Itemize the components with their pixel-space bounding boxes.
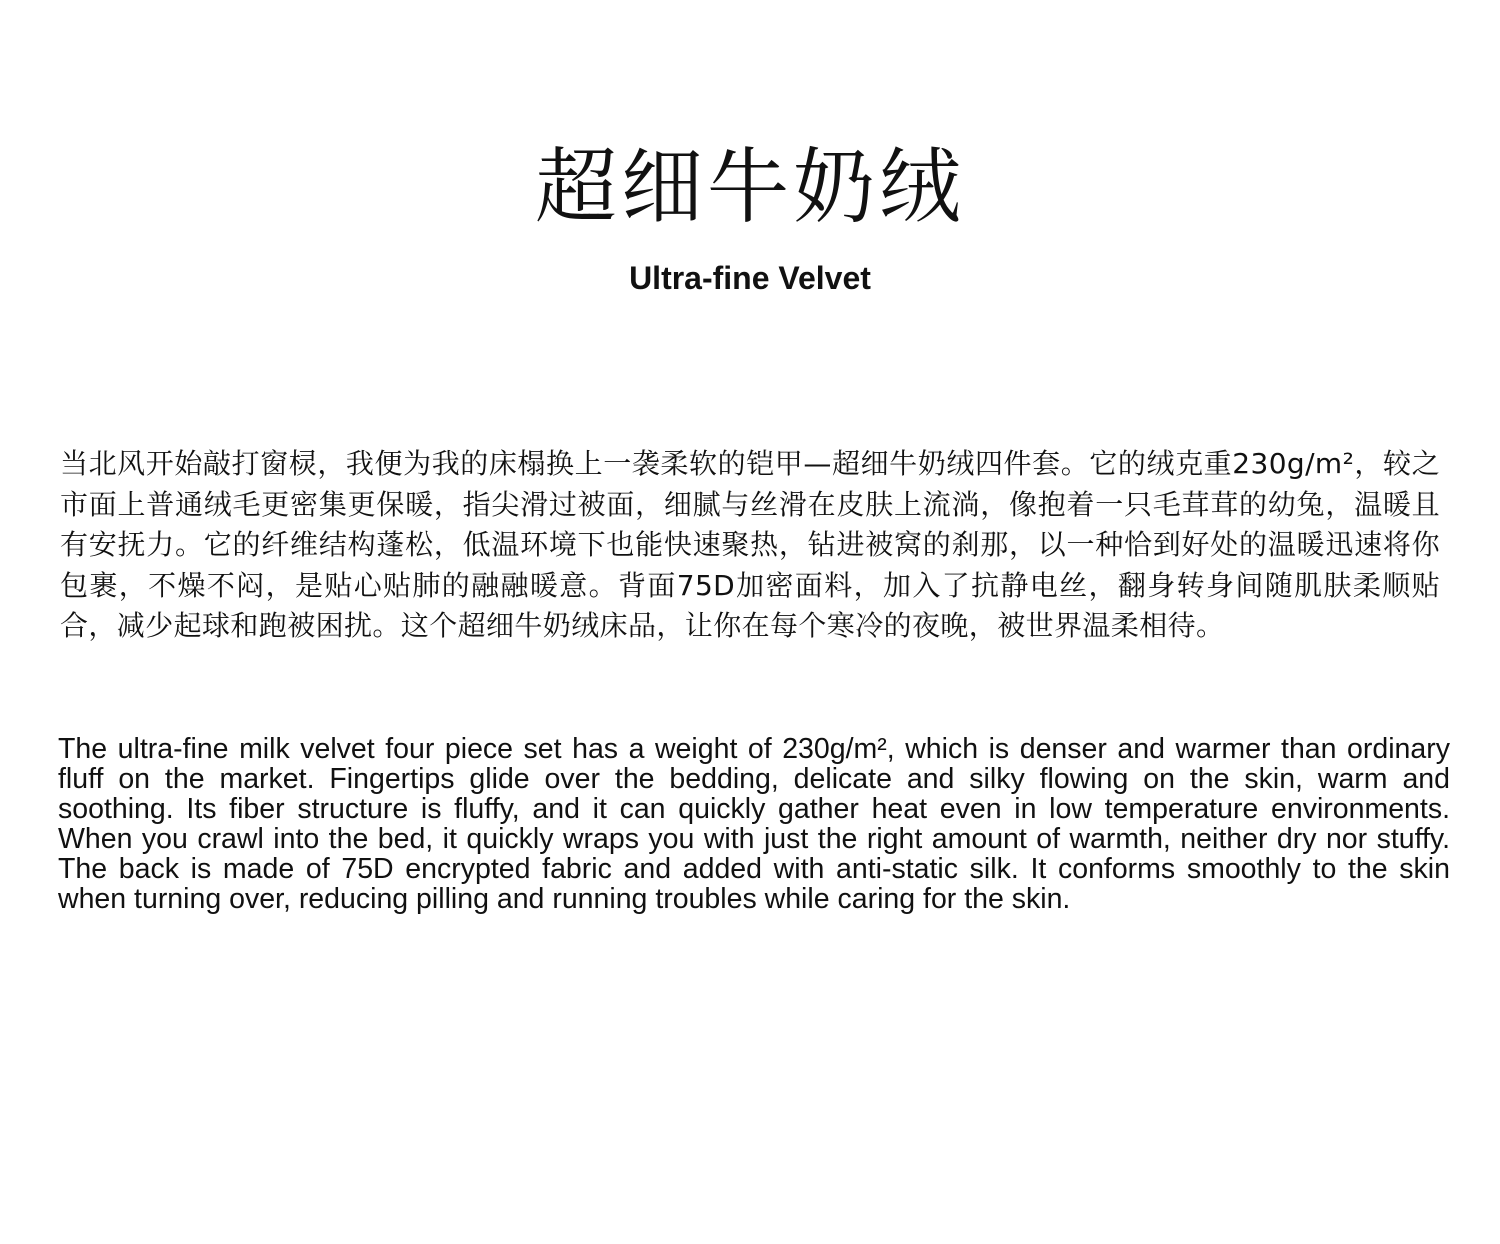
- page-title-en: Ultra-fine Velvet: [629, 260, 871, 296]
- description-paragraph-cn: 当北风开始敲打窗棂，我便为我的床榻换上一袭柔软的铠甲—超细牛奶绒四件套。它的绒克重230g/m²，较之市面上普通绒毛更密集更保暖，指尖滑过被面，细腻与丝滑在皮肤上流淌，像抱着一只毛茸茸的幼兔，温暖且有安抚力。它的纤维结构蓬松，低温环境下也能快速聚热，钻进被窝的刹那，以一种恰到好处的温暖迅速将你包裹，不燥不闷，是贴心贴肺的融融暖意。背面75D加密面料，加入了抗静电丝，翻身转身间随肌肤柔顺贴合，减少起球和跑被困扰。这个超细牛奶绒床品，让你在每个寒冷的夜晚，被世界温柔相待。: [60, 447, 1440, 642]
- page-title-cn: 超细牛奶绒: [534, 140, 965, 235]
- description-paragraph-en: The ultra-fine milk velvet four piece set has a weight of 230g/m², which is denser and warmer than ordinary fluff on the market. Fingertips glide over the bedding, delicate and silky flowing on the skin, warm and soothing. Its fiber structure is fluffy, and it can quickly gather heat even in low temperature environments. When you crawl into the bed, it quickly wraps you with just the right amount of warmth, neither dry nor stuffy. The back is made of 75D encrypted fabric and added with anti-static silk. It conforms smoothly to the skin when turning over, reducing pilling and running troubles while caring for the skin.: [58, 733, 1450, 915]
